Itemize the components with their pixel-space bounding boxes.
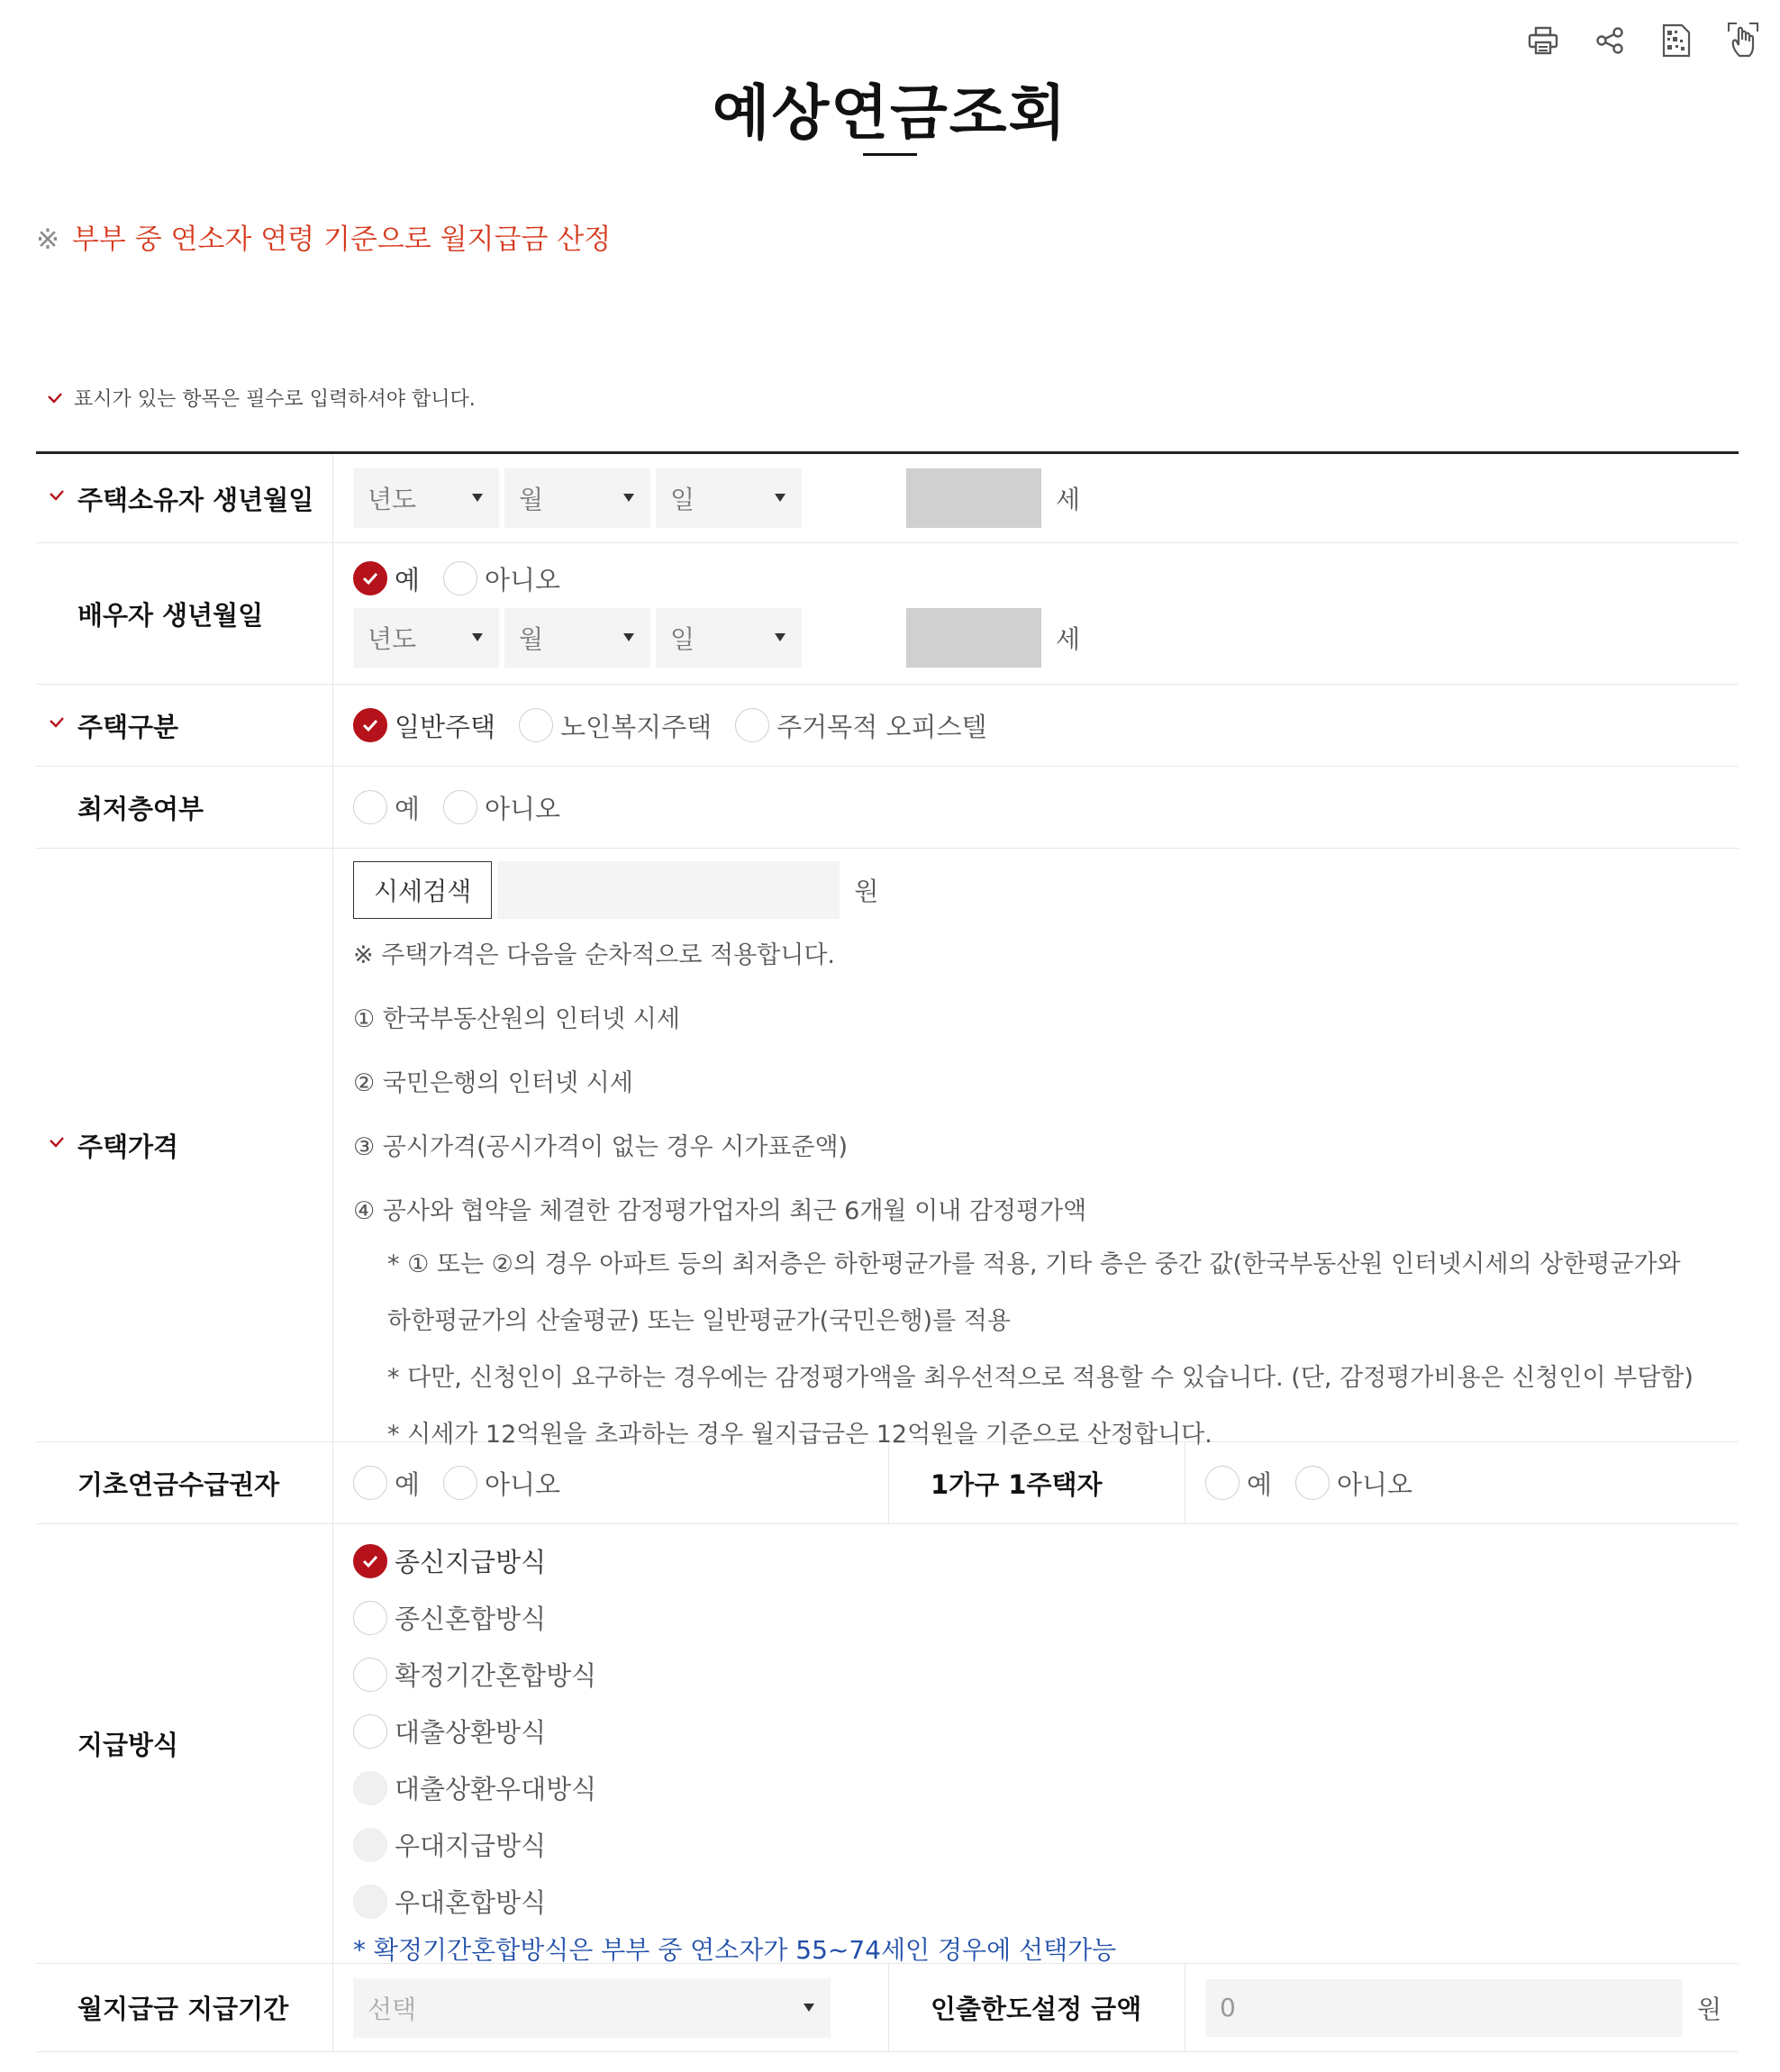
price-rule-note: * ① 또는 ②의 경우 아파트 등의 최저층은 하한평균가를 적용, 기타 층은 중간 값(한국부동산원 인터넷시세의 상한평균가와 bbox=[387, 1250, 1681, 1278]
payment-option-label: 종신혼합방식 bbox=[395, 1604, 547, 1634]
row-pension-eligibility bbox=[36, 1442, 1739, 1524]
lowest-floor-options bbox=[333, 767, 1739, 848]
chevron-down-icon bbox=[804, 2004, 814, 2012]
spouse-birth-year-select[interactable] bbox=[353, 608, 499, 668]
row-house-type bbox=[36, 685, 1739, 767]
spouse-birth-year-value: 년도 bbox=[368, 623, 417, 654]
payment-option-label: 우대지급방식 bbox=[395, 1831, 547, 1861]
row-period-limit bbox=[36, 1964, 1739, 2052]
owner-birth-label-text: 주택소유자 생년월일 bbox=[77, 484, 314, 515]
price-rule-item: ③ 공시가격(공시가격이 없는 경우 시가표준액) bbox=[353, 1133, 849, 1161]
owner-birth-fields bbox=[333, 454, 1739, 542]
spouse-birth-month-select[interactable] bbox=[504, 608, 650, 668]
required-check-icon bbox=[47, 392, 63, 404]
lowest-floor-label-text: 최저층여부 bbox=[77, 793, 204, 824]
owner-age-unit: 세 bbox=[1056, 485, 1081, 514]
spouse-birth-month-value: 월 bbox=[519, 623, 544, 654]
house-price-label bbox=[36, 849, 333, 1441]
basic-pension-options bbox=[333, 1442, 888, 1523]
spouse-birth-label-text: 배우자 생년월일 bbox=[77, 599, 264, 631]
price-rule-note: * 다만, 신청인이 요구하는 경우에는 감정평가액을 최우선적으로 적용할 수 있습니다. (단, 감정평가비용은 신청인이 부담함) bbox=[387, 1364, 1694, 1392]
one-house-no-label: 아니오 bbox=[1337, 1468, 1413, 1500]
chevron-down-icon bbox=[775, 633, 786, 641]
payment-fixed-term-mixed-radio[interactable] bbox=[353, 1656, 1715, 1693]
payment-period-label bbox=[36, 1964, 333, 2051]
price-rule-note: 하한평균가의 산술평균) 또는 일반평균가(국민은행)를 적용 bbox=[387, 1307, 1011, 1335]
basic-pension-yes-radio[interactable] bbox=[353, 1465, 420, 1502]
house-type-senior-radio[interactable] bbox=[519, 707, 712, 744]
owner-birth-month-select[interactable] bbox=[504, 468, 650, 528]
payment-option-label: 종신지급방식 bbox=[395, 1547, 547, 1577]
basic-pension-no-radio[interactable] bbox=[443, 1465, 560, 1502]
price-rule-intro: ※ 주택가격은 다음을 순차적으로 적용합니다. bbox=[353, 941, 836, 969]
radio-disabled-icon bbox=[353, 1885, 387, 1919]
title-underline bbox=[863, 153, 917, 156]
spouse-birth-label bbox=[36, 543, 333, 684]
row-owner-birth bbox=[36, 454, 1739, 543]
one-house-yes-radio[interactable] bbox=[1205, 1465, 1272, 1502]
withdrawal-limit-label-text: 인출한도설정 금액 bbox=[931, 1994, 1142, 2024]
owner-birth-month-value: 월 bbox=[519, 485, 544, 514]
withdrawal-limit-field bbox=[1185, 1964, 1739, 2051]
spouse-birth-day-value: 일 bbox=[670, 623, 695, 654]
house-price-fields bbox=[333, 849, 1739, 1449]
radio-empty-icon bbox=[353, 790, 387, 824]
lowest-floor-yes-label: 예 bbox=[395, 793, 421, 824]
required-check-icon bbox=[49, 716, 65, 729]
radio-empty-icon bbox=[735, 708, 769, 742]
payment-loan-repay-radio[interactable] bbox=[353, 1713, 1715, 1749]
radio-checked-icon bbox=[353, 561, 387, 595]
price-rule-note: * 시세가 12억원을 초과하는 경우 월지급금은 12억원을 기준으로 산정합니다. bbox=[387, 1421, 1212, 1449]
required-check-icon bbox=[49, 1136, 65, 1149]
withdrawal-limit-unit: 원 bbox=[1697, 1994, 1722, 2024]
chevron-down-icon bbox=[472, 633, 483, 641]
page-toolbar bbox=[1526, 20, 1760, 61]
required-note-text: 표시가 있는 항목은 필수로 입력하셔야 합니다. bbox=[74, 388, 476, 411]
house-type-label bbox=[36, 685, 333, 766]
payment-period-label-text: 월지급금 지급기간 bbox=[77, 1994, 289, 2024]
page-title: 예상연금조회 bbox=[712, 78, 1068, 148]
withdrawal-limit-input[interactable] bbox=[1205, 1979, 1683, 2037]
one-house-label-text: 1가구 1주택자 bbox=[931, 1468, 1103, 1500]
row-spouse-birth bbox=[36, 543, 1739, 685]
basic-pension-no-label: 아니오 bbox=[485, 1468, 561, 1500]
notice-text: 부부 중 연소자 연령 기준으로 월지급금 산정 bbox=[71, 223, 612, 256]
owner-birth-year-value: 년도 bbox=[368, 485, 417, 514]
one-house-label bbox=[888, 1442, 1185, 1523]
radio-empty-icon bbox=[353, 1658, 387, 1692]
price-search-button[interactable]: 시세검색 bbox=[353, 861, 492, 919]
payment-option-label: 우대혼합방식 bbox=[395, 1887, 547, 1918]
radio-empty-icon bbox=[443, 1466, 477, 1500]
owner-birth-year-select[interactable] bbox=[353, 468, 499, 528]
spouse-yes-radio[interactable] bbox=[353, 560, 420, 597]
one-house-options bbox=[1185, 1442, 1739, 1523]
payment-preferred-radio[interactable] bbox=[353, 1826, 1715, 1863]
owner-birth-day-value: 일 bbox=[670, 485, 695, 514]
payment-loan-repay-preferred-radio[interactable] bbox=[353, 1769, 1715, 1806]
payment-period-field bbox=[333, 1964, 888, 2051]
accessibility-hand-icon[interactable] bbox=[1726, 20, 1760, 61]
share-icon[interactable] bbox=[1593, 20, 1627, 61]
spouse-birth-day-select[interactable] bbox=[656, 608, 802, 668]
house-type-options bbox=[333, 685, 1739, 766]
row-payment-method bbox=[36, 1524, 1739, 1964]
house-price-label-text: 주택가격 bbox=[77, 1131, 179, 1162]
spouse-no-radio[interactable] bbox=[443, 560, 560, 597]
chevron-down-icon bbox=[775, 494, 786, 502]
radio-empty-icon bbox=[353, 1714, 387, 1749]
row-lowest-floor bbox=[36, 767, 1739, 849]
payment-period-placeholder: 선택 bbox=[368, 1994, 417, 2024]
house-type-senior-label: 노인복지주택 bbox=[560, 711, 713, 742]
price-rule-item: ② 국민은행의 인터넷 시세 bbox=[353, 1069, 633, 1097]
pension-form bbox=[36, 451, 1739, 2052]
lowest-floor-no-radio[interactable] bbox=[443, 789, 560, 826]
price-rule-item: ④ 공사와 협약을 체결한 감정평가업자의 최근 6개월 이내 감정평가액 bbox=[353, 1197, 1087, 1225]
spouse-birth-fields bbox=[333, 543, 1739, 684]
spouse-age-unit: 세 bbox=[1056, 623, 1081, 654]
lowest-floor-label bbox=[36, 767, 333, 848]
notice-mark: ※ bbox=[36, 223, 59, 256]
price-rule-item: ① 한국부동산원의 인터넷 시세 bbox=[353, 1005, 680, 1033]
payment-method-label bbox=[36, 1524, 333, 1963]
radio-checked-icon bbox=[353, 1544, 387, 1578]
chevron-down-icon bbox=[623, 494, 634, 502]
radio-empty-icon bbox=[1205, 1466, 1240, 1500]
house-price-unit: 원 bbox=[854, 877, 879, 906]
payment-period-select[interactable] bbox=[353, 1978, 831, 2038]
payment-lifetime-radio[interactable] bbox=[353, 1542, 1715, 1579]
row-house-price bbox=[36, 849, 1739, 1449]
payment-method-note: * 확정기간혼합방식은 부부 중 연소자가 55~74세인 경우에 선택가능 bbox=[353, 1935, 1117, 1965]
radio-empty-icon bbox=[443, 790, 477, 824]
print-icon[interactable] bbox=[1526, 20, 1560, 61]
chevron-down-icon bbox=[472, 494, 483, 502]
payment-lifetime-mixed-radio[interactable] bbox=[353, 1599, 1715, 1636]
owner-age-display bbox=[906, 468, 1041, 528]
owner-birth-label bbox=[36, 454, 333, 542]
payment-option-label: 확정기간혼합방식 bbox=[395, 1660, 597, 1691]
payment-option-label: 대출상환우대방식 bbox=[395, 1774, 597, 1804]
payment-option-label: 대출상환방식 bbox=[395, 1717, 547, 1748]
basic-pension-label-text: 기초연금수급권자 bbox=[77, 1468, 280, 1500]
lowest-floor-no-label: 아니오 bbox=[485, 793, 561, 824]
house-type-general-radio[interactable] bbox=[353, 707, 495, 744]
house-type-officetel-radio[interactable] bbox=[735, 707, 986, 744]
one-house-yes-label: 예 bbox=[1247, 1468, 1273, 1500]
radio-checked-icon bbox=[353, 708, 387, 742]
house-type-officetel-label: 주거목적 오피스텔 bbox=[776, 711, 987, 742]
radio-empty-icon bbox=[1295, 1466, 1330, 1500]
house-type-general-label: 일반주택 bbox=[395, 711, 496, 742]
spouse-yes-label: 예 bbox=[395, 564, 421, 595]
payment-preferred-mixed-radio[interactable] bbox=[353, 1883, 1715, 1920]
withdrawal-limit-label bbox=[888, 1964, 1185, 2051]
radio-empty-icon bbox=[353, 1466, 387, 1500]
radio-disabled-icon bbox=[353, 1771, 387, 1805]
lowest-floor-yes-radio[interactable] bbox=[353, 789, 420, 826]
required-note bbox=[47, 384, 476, 412]
required-check-icon bbox=[49, 489, 65, 502]
qr-icon[interactable] bbox=[1659, 20, 1694, 61]
radio-empty-icon bbox=[353, 1601, 387, 1635]
chevron-down-icon bbox=[623, 633, 634, 641]
radio-empty-icon bbox=[443, 561, 477, 595]
spouse-no-label: 아니오 bbox=[485, 564, 561, 595]
notice bbox=[36, 216, 611, 257]
owner-birth-day-select[interactable] bbox=[656, 468, 802, 528]
payment-method-options bbox=[333, 1524, 1739, 1963]
payment-method-label-text: 지급방식 bbox=[77, 1730, 179, 1760]
basic-pension-yes-label: 예 bbox=[395, 1468, 421, 1500]
spouse-age-display bbox=[906, 608, 1041, 668]
basic-pension-label bbox=[36, 1442, 333, 1523]
one-house-no-radio[interactable] bbox=[1295, 1465, 1412, 1502]
radio-disabled-icon bbox=[353, 1828, 387, 1862]
house-type-label-text: 주택구분 bbox=[77, 711, 179, 742]
radio-empty-icon bbox=[519, 708, 553, 742]
house-price-input[interactable] bbox=[497, 861, 840, 919]
